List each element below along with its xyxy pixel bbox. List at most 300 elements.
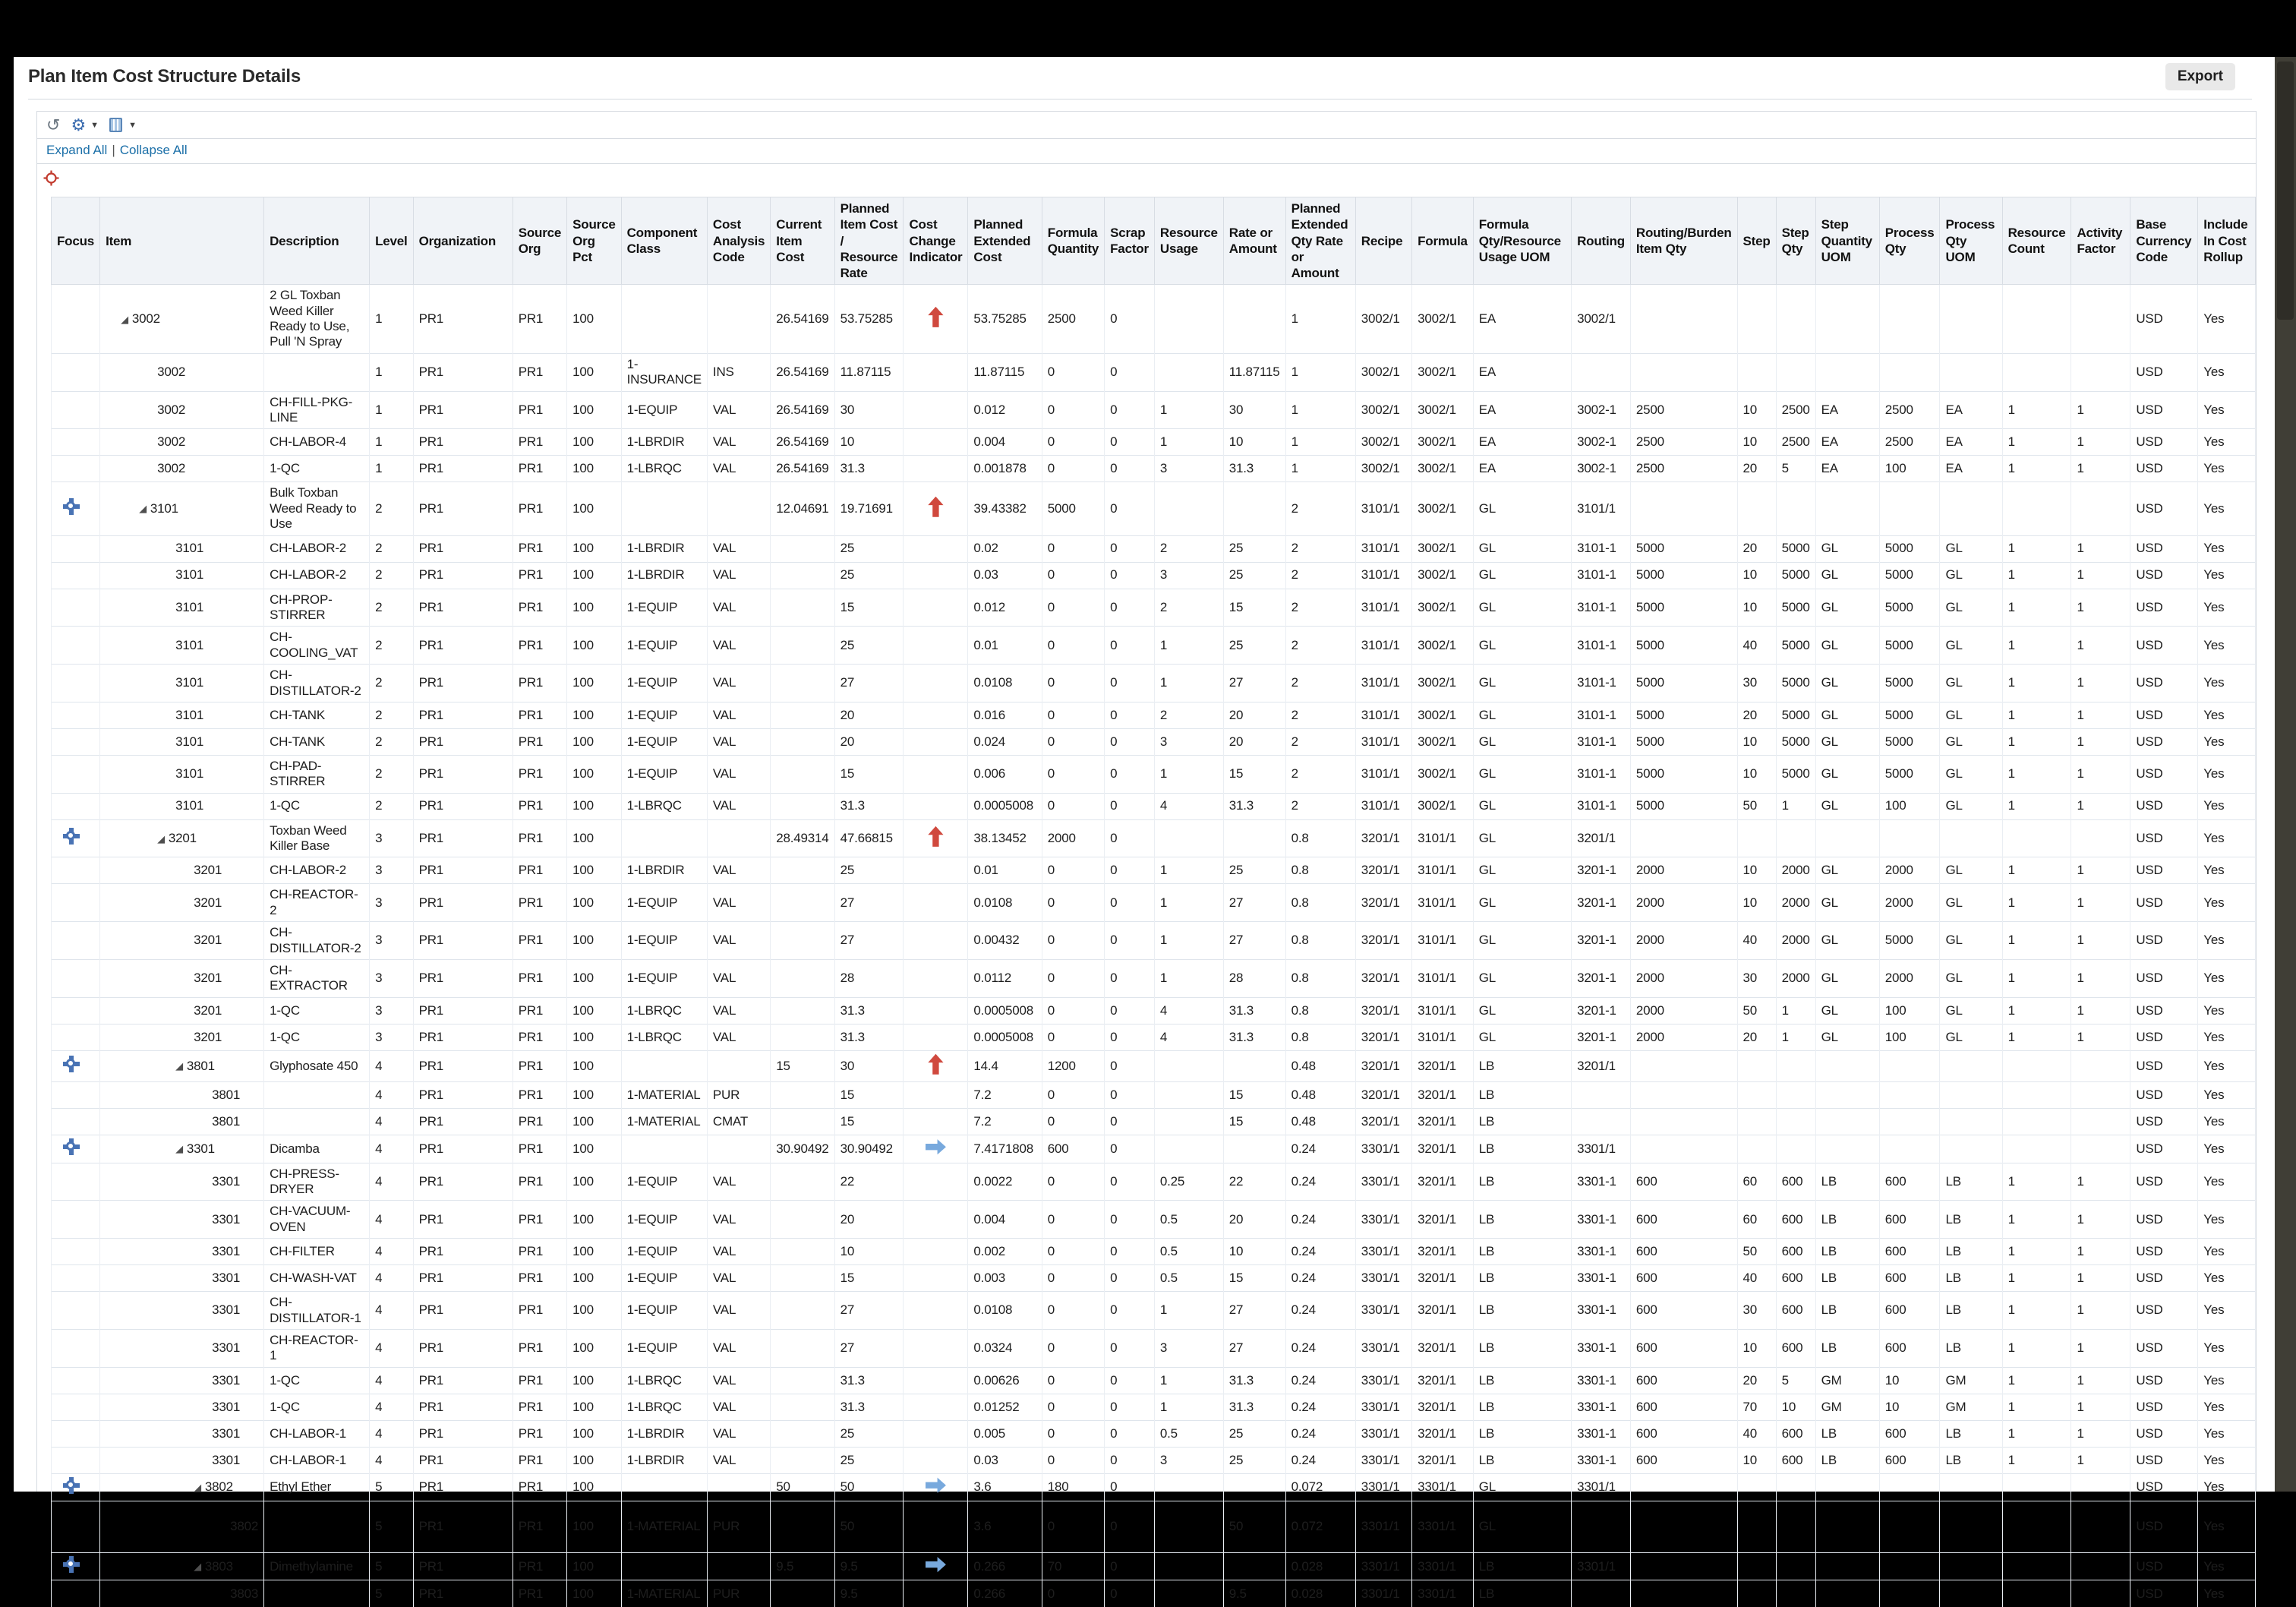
table-row[interactable]	[52, 702, 2256, 728]
cell-so: PR1	[512, 627, 566, 665]
cell-lv: 3	[370, 960, 413, 998]
cell-org: PR1	[413, 589, 512, 627]
cell-fu: GL	[1473, 819, 1571, 857]
cell-sq: 2000	[1776, 857, 1815, 884]
cell-peq: 0.8	[1285, 884, 1355, 922]
cell-af: 1	[2071, 665, 2130, 702]
cell-sq: 5000	[1776, 589, 1815, 627]
table-row[interactable]	[52, 1367, 2256, 1394]
table-row[interactable]	[52, 997, 2256, 1024]
cell-fml: 3201/1	[1412, 1292, 1474, 1330]
cell-rec: 3301/1	[1355, 1473, 1411, 1501]
cell-so: PR1	[512, 456, 566, 482]
table-row[interactable]	[52, 1329, 2256, 1367]
cell-pec: 0.016	[968, 702, 1042, 728]
column-header-fu[interactable]: Formula Qty/Resource Usage UOM	[1473, 197, 1571, 285]
cell-fml: 3002/1	[1412, 391, 1474, 429]
cell-pec: 0.266	[968, 1580, 1042, 1607]
target-row	[37, 164, 2256, 197]
export-button[interactable]: Export	[2165, 63, 2235, 90]
cell-cci	[904, 1163, 968, 1201]
cell-peq: 2	[1285, 535, 1355, 562]
cell-fml: 3002/1	[1412, 755, 1474, 793]
cell-focus	[52, 1050, 100, 1081]
cell-pec: 0.01	[968, 857, 1042, 884]
cell-pec: 7.4171808	[968, 1135, 1042, 1163]
cell-ra: 31.3	[1223, 793, 1285, 819]
item-number: 3301	[212, 1425, 241, 1441]
column-header-so[interactable]: Source Org	[512, 197, 566, 285]
cell-pu	[1940, 353, 2002, 391]
item-number: 3101	[175, 798, 204, 813]
cell-ru: 4	[1154, 997, 1223, 1024]
cell-rc: 1	[2002, 535, 2071, 562]
cell-d: CH-LABOR-4	[264, 429, 370, 456]
table-row[interactable]	[52, 665, 2256, 702]
focus-icon[interactable]	[63, 498, 80, 515]
cell-peq: 0.24	[1285, 1265, 1355, 1292]
table-row[interactable]	[52, 1201, 2256, 1239]
cell-item	[100, 589, 264, 627]
expand-toggle-icon[interactable]: ◢	[157, 832, 165, 845]
columns-icon[interactable]	[109, 118, 122, 132]
expand-toggle-icon[interactable]: ◢	[175, 1060, 183, 1072]
cell-peq: 0.24	[1285, 1201, 1355, 1239]
cell-ru: 3	[1154, 456, 1223, 482]
cell-af: 1	[2071, 1239, 2130, 1265]
column-header-pic[interactable]: Planned Item Cost / Resource Rate	[834, 197, 904, 285]
column-header-ru[interactable]: Resource Usage	[1154, 197, 1223, 285]
table-row[interactable]	[52, 562, 2256, 589]
cell-peq: 0.072	[1285, 1501, 1355, 1553]
cell-peq: 0.028	[1285, 1580, 1355, 1607]
cell-cls: 1-LBRQC	[621, 456, 707, 482]
cell-cic: 12.04691	[771, 482, 834, 535]
cell-sp: 100	[567, 456, 621, 482]
cell-pu	[1940, 1580, 2002, 1607]
table-row[interactable]	[52, 1580, 2256, 1607]
cell-sp: 100	[567, 562, 621, 589]
table-row[interactable]	[52, 1163, 2256, 1201]
cell-peq: 2	[1285, 793, 1355, 819]
cell-d: 1-QC	[264, 1394, 370, 1420]
collapse-all-link[interactable]: Collapse All	[119, 143, 188, 157]
cell-fml: 3002/1	[1412, 702, 1474, 728]
cell-ra: 31.3	[1223, 1367, 1285, 1394]
table-row[interactable]	[52, 1050, 2256, 1081]
expand-toggle-icon[interactable]: ◢	[121, 313, 128, 325]
cell-fu: LB	[1473, 1553, 1571, 1580]
focus-icon[interactable]	[63, 1477, 80, 1494]
column-header-ir[interactable]: Include In Cost Rollup	[2198, 197, 2256, 285]
table-row[interactable]	[52, 1024, 2256, 1050]
cell-sf: 0	[1105, 1367, 1155, 1394]
cell-ir: Yes	[2198, 793, 2256, 819]
cell-pq: 600	[1879, 1292, 1940, 1330]
cell-sf: 0	[1105, 1024, 1155, 1050]
cell-sp: 100	[567, 728, 621, 755]
table-row[interactable]	[52, 819, 2256, 857]
item-number: 3301	[212, 1372, 241, 1388]
table-row[interactable]	[52, 1501, 2256, 1553]
column-header-cci[interactable]: Cost Change Indicator	[904, 197, 968, 285]
cell-rq	[1630, 819, 1737, 857]
table-row[interactable]	[52, 353, 2256, 391]
target-icon[interactable]	[43, 170, 59, 186]
cell-cic	[771, 1580, 834, 1607]
cell-lv: 1	[370, 456, 413, 482]
cell-pu	[1940, 1050, 2002, 1081]
cell-so: PR1	[512, 1501, 566, 1553]
toolbar	[37, 112, 2256, 139]
focus-icon[interactable]	[63, 1556, 80, 1573]
cell-focus	[52, 535, 100, 562]
cell-d: Dimethylamine	[264, 1553, 370, 1580]
item-number: 3101	[175, 734, 204, 749]
cell-fml: 3201/1	[1412, 1163, 1474, 1201]
focus-icon[interactable]	[63, 1056, 80, 1072]
cell-rec: 3201/1	[1355, 997, 1411, 1024]
cell-pic: 9.5	[834, 1553, 904, 1580]
cell-fq: 0	[1042, 665, 1104, 702]
table-row[interactable]	[52, 1447, 2256, 1473]
cell-rt: 3101-1	[1572, 702, 1631, 728]
table-row[interactable]	[52, 960, 2256, 998]
columns-dropdown-caret-icon[interactable]: ▼	[128, 120, 137, 130]
cell-rec: 3101/1	[1355, 627, 1411, 665]
cell-cci	[904, 819, 968, 857]
column-header-pq[interactable]: Process Qty	[1879, 197, 1940, 285]
column-header-sq[interactable]: Step Qty	[1776, 197, 1815, 285]
column-header-peq[interactable]: Planned Extended Qty Rate or Amount	[1285, 197, 1355, 285]
cell-rc: 1	[2002, 997, 2071, 1024]
expand-toggle-icon[interactable]: ◢	[194, 1481, 201, 1493]
cell-fu: GL	[1473, 702, 1571, 728]
cell-fu: GL	[1473, 1024, 1571, 1050]
cell-cic: 9.5	[771, 1553, 834, 1580]
column-header-d[interactable]: Description	[264, 197, 370, 285]
item-number: 3301	[186, 1141, 215, 1156]
cell-d: CH-WASH-VAT	[264, 1265, 370, 1292]
cell-ra: 28	[1223, 960, 1285, 998]
cell-cic	[771, 1420, 834, 1447]
cell-pq: 600	[1879, 1420, 1940, 1447]
cell-pu: GL	[1940, 793, 2002, 819]
item-number: 3803	[204, 1558, 233, 1574]
column-header-item[interactable]: Item	[100, 197, 264, 285]
cell-cls: 1-EQUIP	[621, 1292, 707, 1330]
cell-cac: VAL	[707, 1329, 770, 1367]
cell-rq: 2000	[1630, 857, 1737, 884]
cell-d: CH-LABOR-2	[264, 535, 370, 562]
cell-sf: 0	[1105, 1447, 1155, 1473]
cell-af	[2071, 1501, 2130, 1553]
cell-sf: 0	[1105, 589, 1155, 627]
cell-rq	[1630, 1082, 1737, 1109]
cell-fu: EA	[1473, 429, 1571, 456]
cell-cci	[904, 1329, 968, 1367]
cell-fml: 3201/1	[1412, 1082, 1474, 1109]
cell-sf: 0	[1105, 793, 1155, 819]
table-row[interactable]	[52, 1135, 2256, 1163]
table-row[interactable]	[52, 1473, 2256, 1501]
cell-fq: 0	[1042, 1420, 1104, 1447]
column-header-pec[interactable]: Planned Extended Cost	[968, 197, 1042, 285]
table-row[interactable]	[52, 456, 2256, 482]
cell-cac: VAL	[707, 702, 770, 728]
cell-pec: 0.002	[968, 1239, 1042, 1265]
cell-rt: 3201-1	[1572, 884, 1631, 922]
cell-st	[1737, 1501, 1776, 1553]
item-number: 3002	[157, 434, 186, 450]
column-header-cac[interactable]: Cost Analysis Code	[707, 197, 770, 285]
cell-ir: Yes	[2198, 1553, 2256, 1580]
cell-ru	[1154, 1501, 1223, 1553]
table-row[interactable]	[52, 1239, 2256, 1265]
cell-peq: 0.8	[1285, 857, 1355, 884]
cell-sq	[1776, 1050, 1815, 1081]
cell-lv: 5	[370, 1473, 413, 1501]
table-row[interactable]	[52, 755, 2256, 793]
cell-ra: 31.3	[1223, 1394, 1285, 1420]
cell-sp: 100	[567, 535, 621, 562]
table-row[interactable]	[52, 1394, 2256, 1420]
cell-cac: VAL	[707, 429, 770, 456]
cell-su: GM	[1815, 1367, 1879, 1394]
cell-cic	[771, 589, 834, 627]
cell-cc: USD	[2130, 997, 2198, 1024]
table-row[interactable]	[52, 285, 2256, 354]
cell-so: PR1	[512, 1024, 566, 1050]
cell-rt: 3201-1	[1572, 1024, 1631, 1050]
cell-cic: 50	[771, 1473, 834, 1501]
cell-ir: Yes	[2198, 1394, 2256, 1420]
column-header-cic[interactable]: Current Item Cost	[771, 197, 834, 285]
link-separator: |	[112, 143, 115, 157]
cell-ra: 20	[1223, 728, 1285, 755]
column-header-focus[interactable]: Focus	[52, 197, 100, 285]
column-header-sp[interactable]: Source Org Pct	[567, 197, 621, 285]
cell-rt	[1572, 1501, 1631, 1553]
cell-sp: 100	[567, 857, 621, 884]
cell-ir: Yes	[2198, 755, 2256, 793]
expand-all-link[interactable]: Expand All	[46, 143, 108, 157]
table-row[interactable]	[52, 793, 2256, 819]
table-row[interactable]	[52, 535, 2256, 562]
cell-pu: LB	[1940, 1447, 2002, 1473]
table-row[interactable]	[52, 1420, 2256, 1447]
cell-su: GL	[1815, 728, 1879, 755]
cell-fml: 3002/1	[1412, 353, 1474, 391]
cell-cls	[621, 1050, 707, 1081]
cell-fml: 3301/1	[1412, 1501, 1474, 1553]
cell-fml: 3002/1	[1412, 665, 1474, 702]
cell-so: PR1	[512, 1292, 566, 1330]
column-header-su[interactable]: Step Quantity UOM	[1815, 197, 1879, 285]
cell-sq: 2500	[1776, 391, 1815, 429]
cell-item	[100, 1447, 264, 1473]
cell-ir: Yes	[2198, 1501, 2256, 1553]
cell-sf: 0	[1105, 728, 1155, 755]
table-row[interactable]	[52, 884, 2256, 922]
focus-icon[interactable]	[63, 828, 80, 845]
cell-cci	[904, 1447, 968, 1473]
table-row[interactable]	[52, 482, 2256, 535]
column-header-fq[interactable]: Formula Quantity	[1042, 197, 1104, 285]
cell-focus	[52, 755, 100, 793]
column-header-pu[interactable]: Process Qty UOM	[1940, 197, 2002, 285]
column-header-rec[interactable]: Recipe	[1355, 197, 1411, 285]
cell-fml: 3101/1	[1412, 819, 1474, 857]
cell-sp: 100	[567, 922, 621, 960]
column-header-cc[interactable]: Base Currency Code	[2130, 197, 2198, 285]
focus-icon[interactable]	[63, 1138, 80, 1155]
cell-pec: 0.012	[968, 391, 1042, 429]
column-header-lv[interactable]: Level	[370, 197, 413, 285]
table-row[interactable]	[52, 1265, 2256, 1292]
gear-icon[interactable]: ⚙	[71, 115, 87, 134]
column-header-rc[interactable]: Resource Count	[2002, 197, 2071, 285]
refresh-icon[interactable]: ↺	[46, 115, 61, 134]
cell-cci	[904, 1082, 968, 1109]
cell-st	[1737, 1050, 1776, 1081]
cell-st: 50	[1737, 793, 1776, 819]
cell-ir: Yes	[2198, 1050, 2256, 1081]
cell-sf: 0	[1105, 353, 1155, 391]
cell-so: PR1	[512, 1135, 566, 1163]
cell-org: PR1	[413, 1420, 512, 1447]
cell-cic	[771, 1367, 834, 1394]
table-row[interactable]	[52, 1292, 2256, 1330]
cell-pec: 38.13452	[968, 819, 1042, 857]
cell-af	[2071, 353, 2130, 391]
cell-org: PR1	[413, 1109, 512, 1135]
cell-ra: 25	[1223, 562, 1285, 589]
cell-cc: USD	[2130, 562, 2198, 589]
gear-dropdown-caret-icon[interactable]: ▼	[90, 120, 99, 130]
cell-ra: 25	[1223, 627, 1285, 665]
column-header-rq[interactable]: Routing/Burden Item Qty	[1630, 197, 1737, 285]
cell-ra	[1223, 1473, 1285, 1501]
column-header-cls[interactable]: Component Class	[621, 197, 707, 285]
cell-rc: 1	[2002, 562, 2071, 589]
cell-ru	[1154, 1553, 1223, 1580]
column-header-ra[interactable]: Rate or Amount	[1223, 197, 1285, 285]
cell-pu: GL	[1940, 857, 2002, 884]
cell-rq	[1630, 1473, 1737, 1501]
cell-st: 70	[1737, 1394, 1776, 1420]
table-row[interactable]	[52, 922, 2256, 960]
cell-st: 10	[1737, 884, 1776, 922]
cell-pq: 600	[1879, 1163, 1940, 1201]
column-header-sf[interactable]: Scrap Factor	[1105, 197, 1155, 285]
cell-rec: 3301/1	[1355, 1135, 1411, 1163]
column-header-af[interactable]: Activity Factor	[2071, 197, 2130, 285]
cell-so: PR1	[512, 1265, 566, 1292]
scrollbar-thumb[interactable]	[2277, 62, 2294, 320]
cell-fu: GL	[1473, 884, 1571, 922]
table-row[interactable]	[52, 1109, 2256, 1135]
cell-fq: 0	[1042, 728, 1104, 755]
cell-so: PR1	[512, 755, 566, 793]
cell-sq: 5	[1776, 1367, 1815, 1394]
cell-focus	[52, 1329, 100, 1367]
column-header-st[interactable]: Step	[1737, 197, 1776, 285]
cell-pu	[1940, 1473, 2002, 1501]
cell-sp: 100	[567, 1394, 621, 1420]
vertical-scrollbar[interactable]	[2275, 57, 2296, 1492]
cell-ra: 10	[1223, 429, 1285, 456]
cell-focus	[52, 1082, 100, 1109]
cell-pic: 27	[834, 1292, 904, 1330]
cell-rt: 3101/1	[1572, 482, 1631, 535]
cell-sp: 100	[567, 1135, 621, 1163]
cell-org: PR1	[413, 1082, 512, 1109]
column-header-fml[interactable]: Formula	[1412, 197, 1474, 285]
cell-pec: 0.0324	[968, 1329, 1042, 1367]
table-row[interactable]	[52, 627, 2256, 665]
cell-sp: 100	[567, 627, 621, 665]
cell-rc	[2002, 1501, 2071, 1553]
table-row[interactable]	[52, 589, 2256, 627]
cell-so: PR1	[512, 1163, 566, 1201]
cell-rec: 3301/1	[1355, 1367, 1411, 1394]
cell-cac: VAL	[707, 1265, 770, 1292]
cell-rc: 1	[2002, 857, 2071, 884]
cell-af: 1	[2071, 793, 2130, 819]
cell-cc: USD	[2130, 482, 2198, 535]
table-row[interactable]	[52, 429, 2256, 456]
table-row[interactable]	[52, 1082, 2256, 1109]
cell-focus	[52, 429, 100, 456]
cell-fq: 2500	[1042, 285, 1104, 354]
column-header-rt[interactable]: Routing	[1572, 197, 1631, 285]
cell-pic: 15	[834, 1109, 904, 1135]
table-row[interactable]	[52, 391, 2256, 429]
cell-d: 1-QC	[264, 793, 370, 819]
cell-rq: 2000	[1630, 922, 1737, 960]
cell-cc: USD	[2130, 922, 2198, 960]
cell-rec: 3101/1	[1355, 755, 1411, 793]
expand-toggle-icon[interactable]: ◢	[175, 1143, 183, 1155]
cell-ru: 4	[1154, 1024, 1223, 1050]
cell-peq: 0.8	[1285, 960, 1355, 998]
cell-sp: 100	[567, 1163, 621, 1201]
cell-st: 30	[1737, 960, 1776, 998]
expand-toggle-icon[interactable]: ◢	[194, 1561, 201, 1573]
cell-ir: Yes	[2198, 884, 2256, 922]
cell-pq	[1879, 285, 1940, 354]
cell-so: PR1	[512, 1580, 566, 1607]
table-row[interactable]	[52, 728, 2256, 755]
column-header-org[interactable]: Organization	[413, 197, 512, 285]
item-number: 3802	[230, 1519, 259, 1534]
cell-cic	[771, 665, 834, 702]
cell-pq: 100	[1879, 1024, 1940, 1050]
table-row[interactable]	[52, 1553, 2256, 1580]
cell-cci	[904, 997, 968, 1024]
cell-pic: 15	[834, 1082, 904, 1109]
cell-st: 40	[1737, 1420, 1776, 1447]
cell-lv: 1	[370, 353, 413, 391]
cell-rt: 3301/1	[1572, 1135, 1631, 1163]
table-row[interactable]	[52, 857, 2256, 884]
cell-pic: 31.3	[834, 456, 904, 482]
expand-toggle-icon[interactable]: ◢	[139, 503, 147, 515]
cell-focus	[52, 1394, 100, 1420]
cell-pu: GL	[1940, 922, 2002, 960]
cell-pu	[1940, 1082, 2002, 1109]
